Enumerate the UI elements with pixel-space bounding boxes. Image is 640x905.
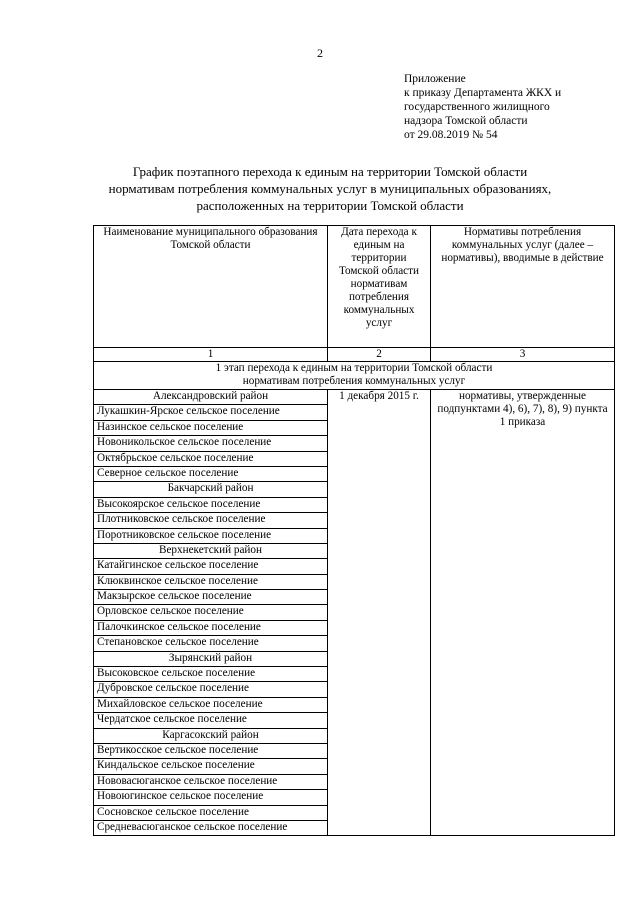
- settlement-name-cell: Клюквинское сельское поселение: [94, 574, 328, 589]
- settlement-name-cell: Катайгинское сельское поселение: [94, 559, 328, 574]
- header-municipality: Наименование муниципального образования Томской области: [94, 226, 328, 348]
- appendix-line: Приложение: [404, 73, 466, 85]
- stage-line: нормативам потребления коммунальных услуг: [242, 375, 466, 387]
- column-number: 1: [94, 348, 328, 362]
- district-name-cell: Зырянский район: [94, 651, 328, 666]
- settlement-name-cell: Дубровское сельское поселение: [94, 682, 328, 697]
- stage-row: [94, 362, 615, 390]
- settlement-name-cell: Средневасюганское сельское поселение: [94, 820, 328, 835]
- appendix-line: к приказу Департамента ЖКХ и: [404, 87, 562, 99]
- appendix-line: от 29.08.2019 № 54: [404, 129, 498, 141]
- settlement-name-cell: Высокоярское сельское поселение: [94, 497, 328, 512]
- settlement-name-cell: Нововасюганское сельское поселение: [94, 774, 328, 789]
- transition-date-cell: 1 декабря 2015 г.: [328, 390, 431, 836]
- header-transition-date: Дата перехода к единым на территории Томской области нормативам потребления коммунальных услуг: [328, 226, 431, 348]
- settlement-name-cell: Степановское сельское поселение: [94, 636, 328, 651]
- settlement-name-cell: Сосновское сельское поселение: [94, 805, 328, 820]
- settlement-name-cell: Северное сельское поселение: [94, 466, 328, 481]
- title-line: нормативам потребления коммунальных услуг в муниципальных образованиях,: [108, 181, 552, 196]
- settlement-name-cell: Назинское сельское поселение: [94, 420, 328, 435]
- header-normatives: Нормативы потребления коммунальных услуг (далее – нормативы), вводимые в действие: [431, 226, 615, 348]
- settlement-name-cell: Плотниковское сельское поселение: [94, 513, 328, 528]
- column-number: 3: [431, 348, 615, 362]
- settlement-name-cell: Поротниковское сельское поселение: [94, 528, 328, 543]
- settlement-name-cell: Высоковское сельское поселение: [94, 667, 328, 682]
- settlement-name-cell: Октябрьское сельское поселение: [94, 451, 328, 466]
- settlement-name-cell: Лукашкин-Ярское сельское поселение: [94, 405, 328, 420]
- settlement-name-cell: Вертикосское сельское поселение: [94, 743, 328, 758]
- title-line: расположенных на территории Томской области: [196, 198, 464, 213]
- column-number: 2: [328, 348, 431, 362]
- title-line: График поэтапного перехода к единым на территории Томской области: [132, 164, 528, 179]
- normatives-cell: нормативы, утвержденные подпунктами 4), 6), 7), 8), 9) пункта 1 приказа: [431, 390, 615, 836]
- settlement-name-cell: Новоникольское сельское поселение: [94, 436, 328, 451]
- transition-schedule-table: [93, 225, 615, 836]
- settlement-name-cell: Новоюгинское сельское поселение: [94, 790, 328, 805]
- district-name-cell: Каргасокский район: [94, 728, 328, 743]
- settlement-name-cell: Михайловское сельское поселение: [94, 697, 328, 712]
- stage-line: 1 этап перехода к единым на территории Томской области: [215, 362, 493, 374]
- table-header-row: [94, 226, 615, 348]
- column-number-row: [94, 348, 615, 362]
- district-name-cell: Александровский район: [94, 390, 328, 405]
- appendix-line: надзора Томской области: [404, 115, 528, 127]
- settlement-name-cell: Макзырское сельское поселение: [94, 590, 328, 605]
- appendix-block: [404, 72, 634, 142]
- appendix-line: государственного жилищного: [404, 101, 550, 113]
- settlement-name-cell: Палочкинское сельское поселение: [94, 620, 328, 635]
- settlement-name-cell: Чердатское сельское поселение: [94, 713, 328, 728]
- district-name-cell: Бакчарский район: [94, 482, 328, 497]
- district-name-cell: Верхнекетский район: [94, 543, 328, 558]
- table-row: [94, 390, 615, 405]
- document-title: [60, 163, 600, 214]
- settlement-name-cell: Киндальское сельское поселение: [94, 759, 328, 774]
- page-number: 2: [317, 46, 323, 60]
- settlement-name-cell: Орловское сельское поселение: [94, 605, 328, 620]
- stage-cell: [94, 362, 615, 390]
